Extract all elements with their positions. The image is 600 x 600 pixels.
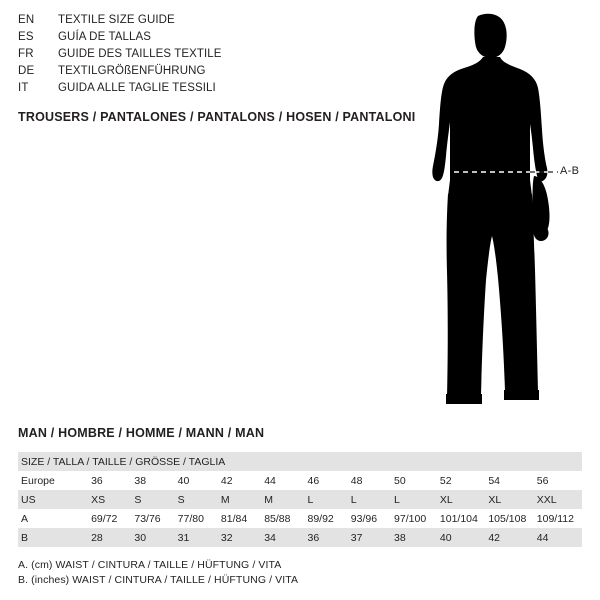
table-cell: XL — [485, 490, 533, 509]
table-cell: XL — [437, 490, 485, 509]
legend-row — [18, 65, 348, 82]
table-cell: 73/76 — [131, 509, 174, 528]
table-cell: 38 — [131, 471, 174, 490]
table-cell: 36 — [304, 528, 347, 547]
table-row — [18, 509, 582, 528]
language-legend — [18, 14, 348, 99]
legend-row — [18, 14, 348, 31]
table-cell: 40 — [437, 528, 485, 547]
legend-language-text: GUIDE DES TAILLES TEXTILE — [58, 48, 222, 60]
legend-language-text: GUÍA DE TALLAS — [58, 31, 152, 43]
table-cell: 40 — [175, 471, 218, 490]
legend-language-code: ES — [18, 31, 34, 43]
table-cell: 69/72 — [88, 509, 131, 528]
table-cell: 32 — [218, 528, 261, 547]
table-cell: 85/88 — [261, 509, 304, 528]
table-cell: 50 — [391, 471, 437, 490]
table-row-label: Europe — [18, 471, 88, 490]
table-cell: 30 — [131, 528, 174, 547]
table-cell: 31 — [175, 528, 218, 547]
measurement-label: A-B — [560, 165, 580, 177]
table-row — [18, 490, 582, 509]
table-cell: 48 — [348, 471, 391, 490]
table-cell: 54 — [485, 471, 533, 490]
table-cell: XXL — [534, 490, 582, 509]
table-cell: 101/104 — [437, 509, 485, 528]
table-cell: 77/80 — [175, 509, 218, 528]
footnotes — [18, 558, 298, 588]
footnote-b: B. (inches) WAIST / CINTURA / TAILLE / HÜFTUNG / VITA — [18, 574, 299, 586]
table-cell: 44 — [534, 528, 582, 547]
table-cell: 89/92 — [304, 509, 347, 528]
legend-language-code: IT — [18, 82, 29, 94]
table-row-label: US — [18, 490, 88, 509]
legend-row — [18, 31, 348, 48]
table-title: MAN / HOMBRE / HOMME / MANN / MAN — [18, 426, 265, 440]
table-cell: M — [261, 490, 304, 509]
table-row — [18, 452, 582, 471]
table-row-label: A — [18, 509, 88, 528]
table-cell: 37 — [348, 528, 391, 547]
legend-language-code: FR — [18, 48, 34, 60]
legend-language-code: EN — [18, 14, 35, 26]
table-row — [18, 471, 582, 490]
table-cell: 42 — [218, 471, 261, 490]
section-title: TROUSERS / PANTALONES / PANTALONS / HOSEN / PANTALONI — [18, 110, 416, 124]
table-cell: 93/96 — [348, 509, 391, 528]
legend-language-text: TEXTILGRÖßENFÜHRUNG — [58, 65, 206, 77]
male-silhouette-icon — [400, 10, 590, 410]
table-cell: 28 — [88, 528, 131, 547]
table-row-label: SIZE / TALLA / TAILLE / GRÖSSE / TAGLIA — [18, 452, 582, 471]
legend-language-text: TEXTILE SIZE GUIDE — [58, 14, 175, 26]
table-cell: 81/84 — [218, 509, 261, 528]
table-cell: 109/112 — [534, 509, 582, 528]
legend-row — [18, 82, 348, 99]
table-cell: L — [348, 490, 391, 509]
table-cell: 44 — [261, 471, 304, 490]
legend-language-code: DE — [18, 65, 35, 77]
table-row — [18, 528, 582, 547]
table-cell: S — [131, 490, 174, 509]
legend-language-text: GUIDA ALLE TAGLIE TESSILI — [58, 82, 216, 94]
table-cell: 36 — [88, 471, 131, 490]
table-cell: 105/108 — [485, 509, 533, 528]
table-cell: 38 — [391, 528, 437, 547]
table-cell: XS — [88, 490, 131, 509]
table-cell: L — [304, 490, 347, 509]
figure-illustration — [400, 10, 590, 410]
table-cell: 97/100 — [391, 509, 437, 528]
table-cell: S — [175, 490, 218, 509]
table-cell: L — [391, 490, 437, 509]
legend-row — [18, 48, 348, 65]
table-cell: 46 — [304, 471, 347, 490]
table-cell: 34 — [261, 528, 304, 547]
table-cell: 56 — [534, 471, 582, 490]
table-cell: 42 — [485, 528, 533, 547]
footnote-a: A. (cm) WAIST / CINTURA / TAILLE / HÜFTUNG / VITA — [18, 559, 282, 571]
table-row-label: B — [18, 528, 88, 547]
size-table — [18, 452, 582, 547]
table-cell: M — [218, 490, 261, 509]
table-cell: 52 — [437, 471, 485, 490]
